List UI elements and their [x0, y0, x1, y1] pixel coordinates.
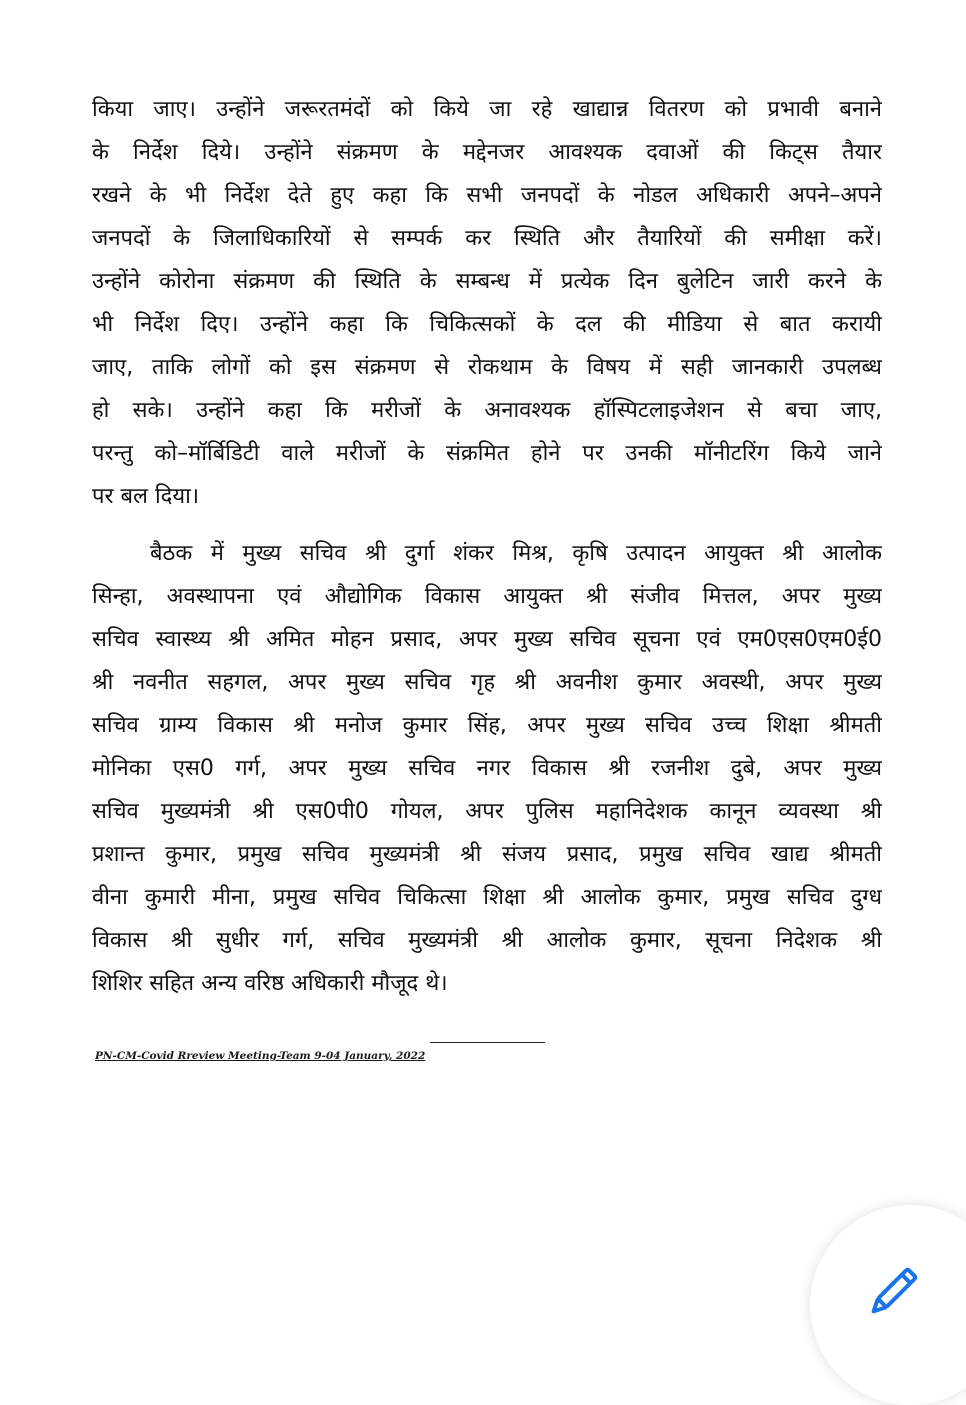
paragraph-2 [92, 532, 882, 1005]
separator-line [430, 1020, 545, 1043]
text-line: सचिव मुख्यमंत्री श्री एस0पी0 गोयल, अपर पुलिस महानिदेशक कानून व्यवस्था श्री [92, 799, 882, 824]
text-line: जनपदों के जिलाधिकारियों से सम्पर्क कर स्थिति और तैयारियों की समीक्षा करें। [92, 226, 882, 251]
text-line: पर बल दिया। [92, 484, 200, 509]
text-line: जाए, ताकि लोगों को इस संक्रमण से रोकथाम के विषय में सही जानकारी उपलब्ध [92, 355, 882, 380]
paragraph-1 [92, 88, 882, 518]
text-line: विकास श्री सुधीर गर्ग, सचिव मुख्यमंत्री श्री आलोक कुमार, सूचना निदेशक श्री [92, 928, 882, 953]
text-line: मोनिका एस0 गर्ग, अपर मुख्य सचिव नगर विकास श्री रजनीश दुबे, अपर मुख्य [92, 756, 882, 781]
text-line: के निर्देश दिये। उन्होंने संक्रमण के मद्देनजर आवश्यक दवाओं की किट्स तैयार [92, 140, 882, 165]
text-line: किया जाए। उन्होंने जरूरतमंदों को किये जा रहे खाद्यान्न वितरण को प्रभावी बनाने [92, 97, 882, 122]
footer-reference: PN-CM-Covid Rreview Meeting-Team 9-04 January, 2022 [95, 1050, 426, 1062]
pencil-edit-icon [862, 1263, 922, 1323]
text-line: परन्तु को–मॉर्बिडिटी वाले मरीजों के संक्रमित होने पर उनकी मॉनीटरिंग किये जाने [92, 441, 882, 466]
edit-button[interactable] [810, 1205, 966, 1405]
text-line: वीना कुमारी मीना, प्रमुख सचिव चिकित्सा शिक्षा श्री आलोक कुमार, प्रमुख सचिव दुग्ध [92, 885, 882, 910]
text-line: उन्होंने कोरोना संक्रमण की स्थिति के सम्बन्ध में प्रत्येक दिन बुलेटिन जारी करने के [92, 269, 882, 294]
text-line: सचिव ग्राम्य विकास श्री मनोज कुमार सिंह, अपर मुख्य सचिव उच्च शिक्षा श्रीमती [92, 713, 882, 738]
text-line: सचिव स्वास्थ्य श्री अमित मोहन प्रसाद, अपर मुख्य सचिव सूचना एवं एम0एस0एम0ई0 [92, 627, 882, 652]
text-line: श्री नवनीत सहगल, अपर मुख्य सचिव गृह श्री अवनीश कुमार अवस्थी, अपर मुख्य [92, 670, 882, 695]
text-line: प्रशान्त कुमार, प्रमुख सचिव मुख्यमंत्री श्री संजय प्रसाद, प्रमुख सचिव खाद्य श्रीमती [92, 842, 882, 867]
text-line: सिन्हा, अवस्थापना एवं औद्योगिक विकास आयुक्त श्री संजीव मित्तल, अपर मुख्य [92, 584, 882, 609]
text-line: हो सके। उन्होंने कहा कि मरीजों के अनावश्यक हॉस्पिटलाइजेशन से बचा जाए, [92, 398, 882, 423]
text-line: बैठक में मुख्य सचिव श्री दुर्गा शंकर मिश्र, कृषि उत्पादन आयुक्त श्री आलोक [150, 541, 882, 566]
text-line: शिशिर सहित अन्य वरिष्ठ अधिकारी मौजूद थे। [92, 971, 448, 996]
text-line: रखने के भी निर्देश देते हुए कहा कि सभी जनपदों के नोडल अधिकारी अपने–अपने [92, 183, 882, 208]
text-line: भी निर्देश दिए। उन्होंने कहा कि चिकित्सकों के दल की मीडिया से बात करायी [92, 312, 882, 337]
